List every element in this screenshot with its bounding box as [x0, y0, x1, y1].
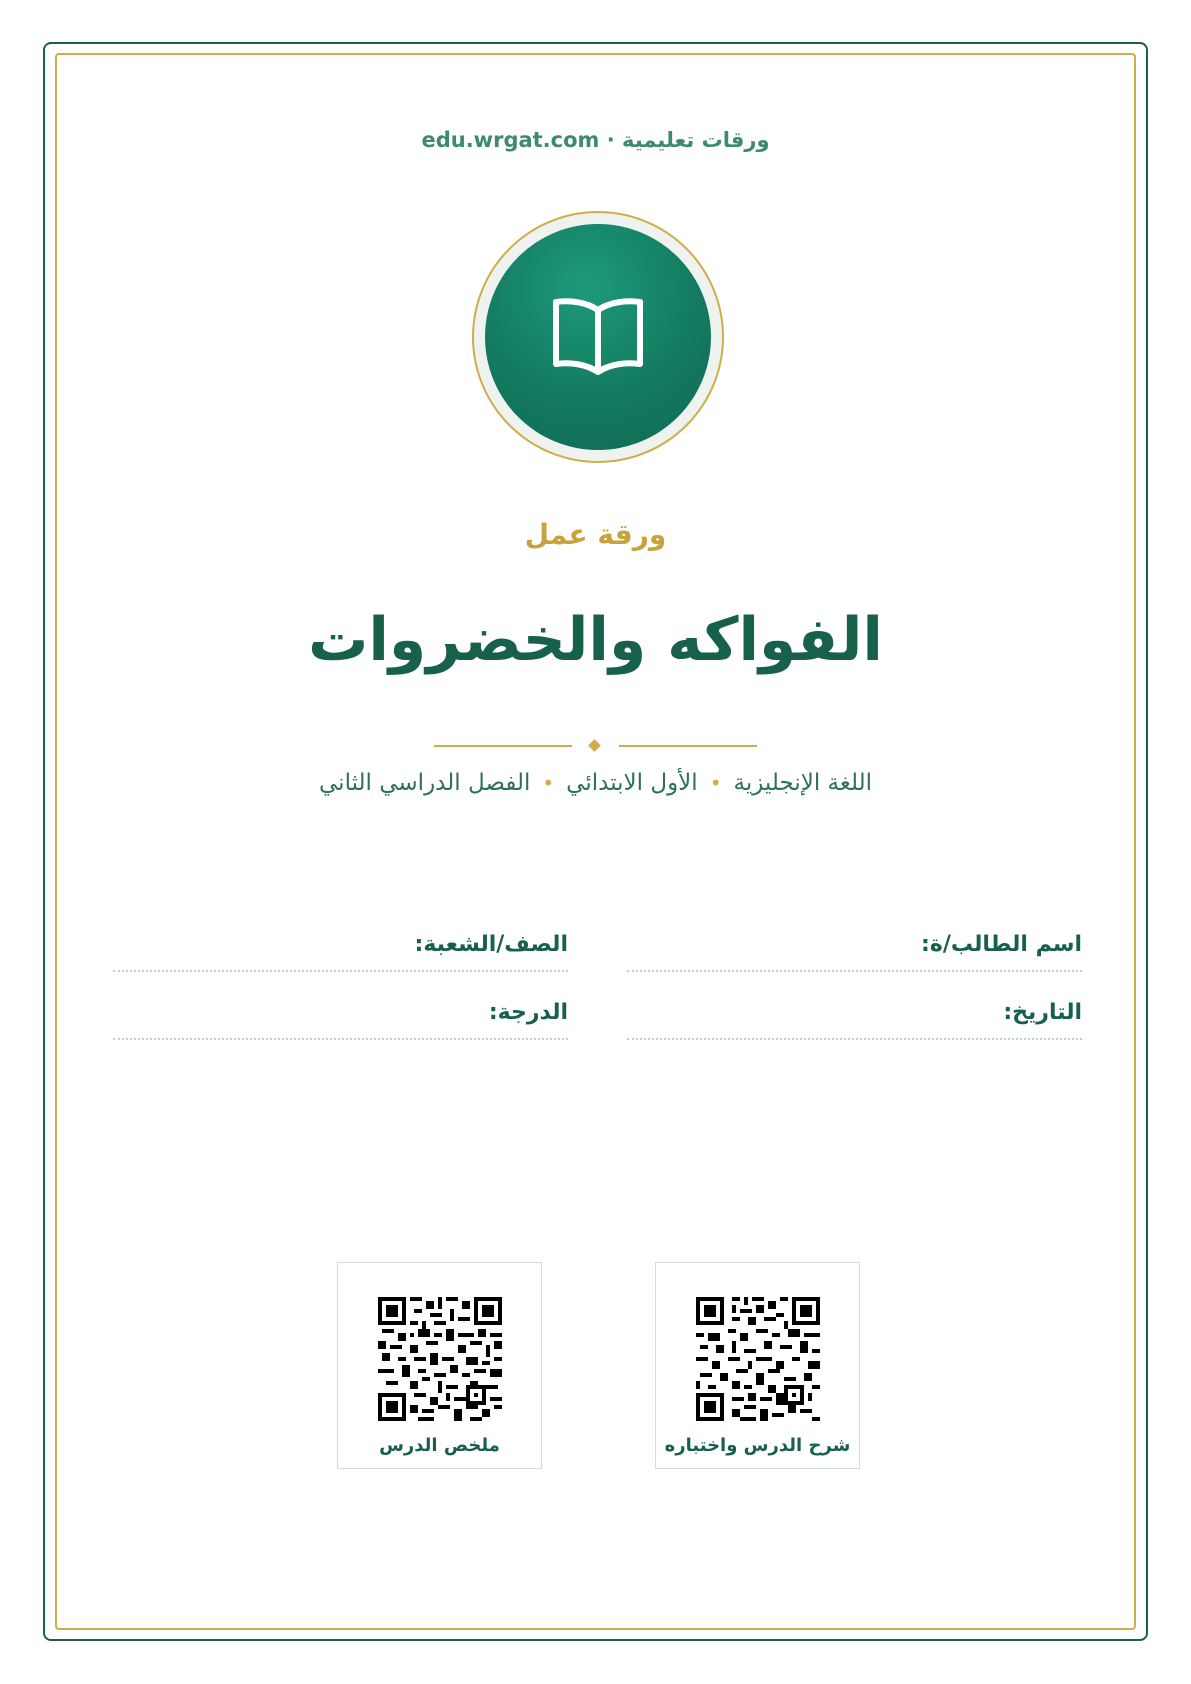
date-label: التاريخ:: [1003, 1000, 1082, 1025]
meta-subject: اللغة الإنجليزية: [733, 770, 872, 796]
qr-card-lesson-summary[interactable]: [337, 1262, 542, 1469]
emblem: [485, 224, 711, 450]
qr-label-lesson-summary: ملخص الدرس: [379, 1435, 500, 1456]
student-name-label: اسم الطالب/ة:: [921, 932, 1082, 957]
divider-line: [434, 745, 572, 747]
qr-card-lesson-explanation[interactable]: [655, 1262, 860, 1469]
qr-code-icon: [696, 1297, 820, 1421]
qr-label-lesson-explanation: شرح الدرس واختباره: [664, 1435, 851, 1456]
page-title: الفواكه والخضروات: [308, 605, 883, 675]
score-label: الدرجة:: [488, 1000, 568, 1025]
qr-code-icon: [378, 1297, 502, 1421]
lesson-meta: [0, 770, 1191, 796]
score-field[interactable]: [113, 1000, 568, 1040]
class-section-label: الصف/الشعبة:: [414, 932, 568, 957]
class-section-field[interactable]: [113, 932, 568, 972]
student-name-field[interactable]: [627, 932, 1082, 972]
meta-grade: الأول الابتدائي: [566, 770, 698, 796]
meta-separator: •: [709, 771, 722, 795]
date-field[interactable]: [627, 1000, 1082, 1040]
divider-line: [619, 745, 757, 747]
meta-term: الفصل الدراسي الثاني: [319, 770, 531, 796]
open-book-icon: [548, 294, 648, 380]
site-header: edu.wrgat.com · ورقات تعليمية: [421, 128, 770, 152]
divider-diamond: [588, 739, 601, 752]
meta-separator: •: [542, 771, 555, 795]
worksheet-kicker: ورقة عمل: [524, 518, 667, 551]
ornamental-divider: [434, 739, 757, 753]
